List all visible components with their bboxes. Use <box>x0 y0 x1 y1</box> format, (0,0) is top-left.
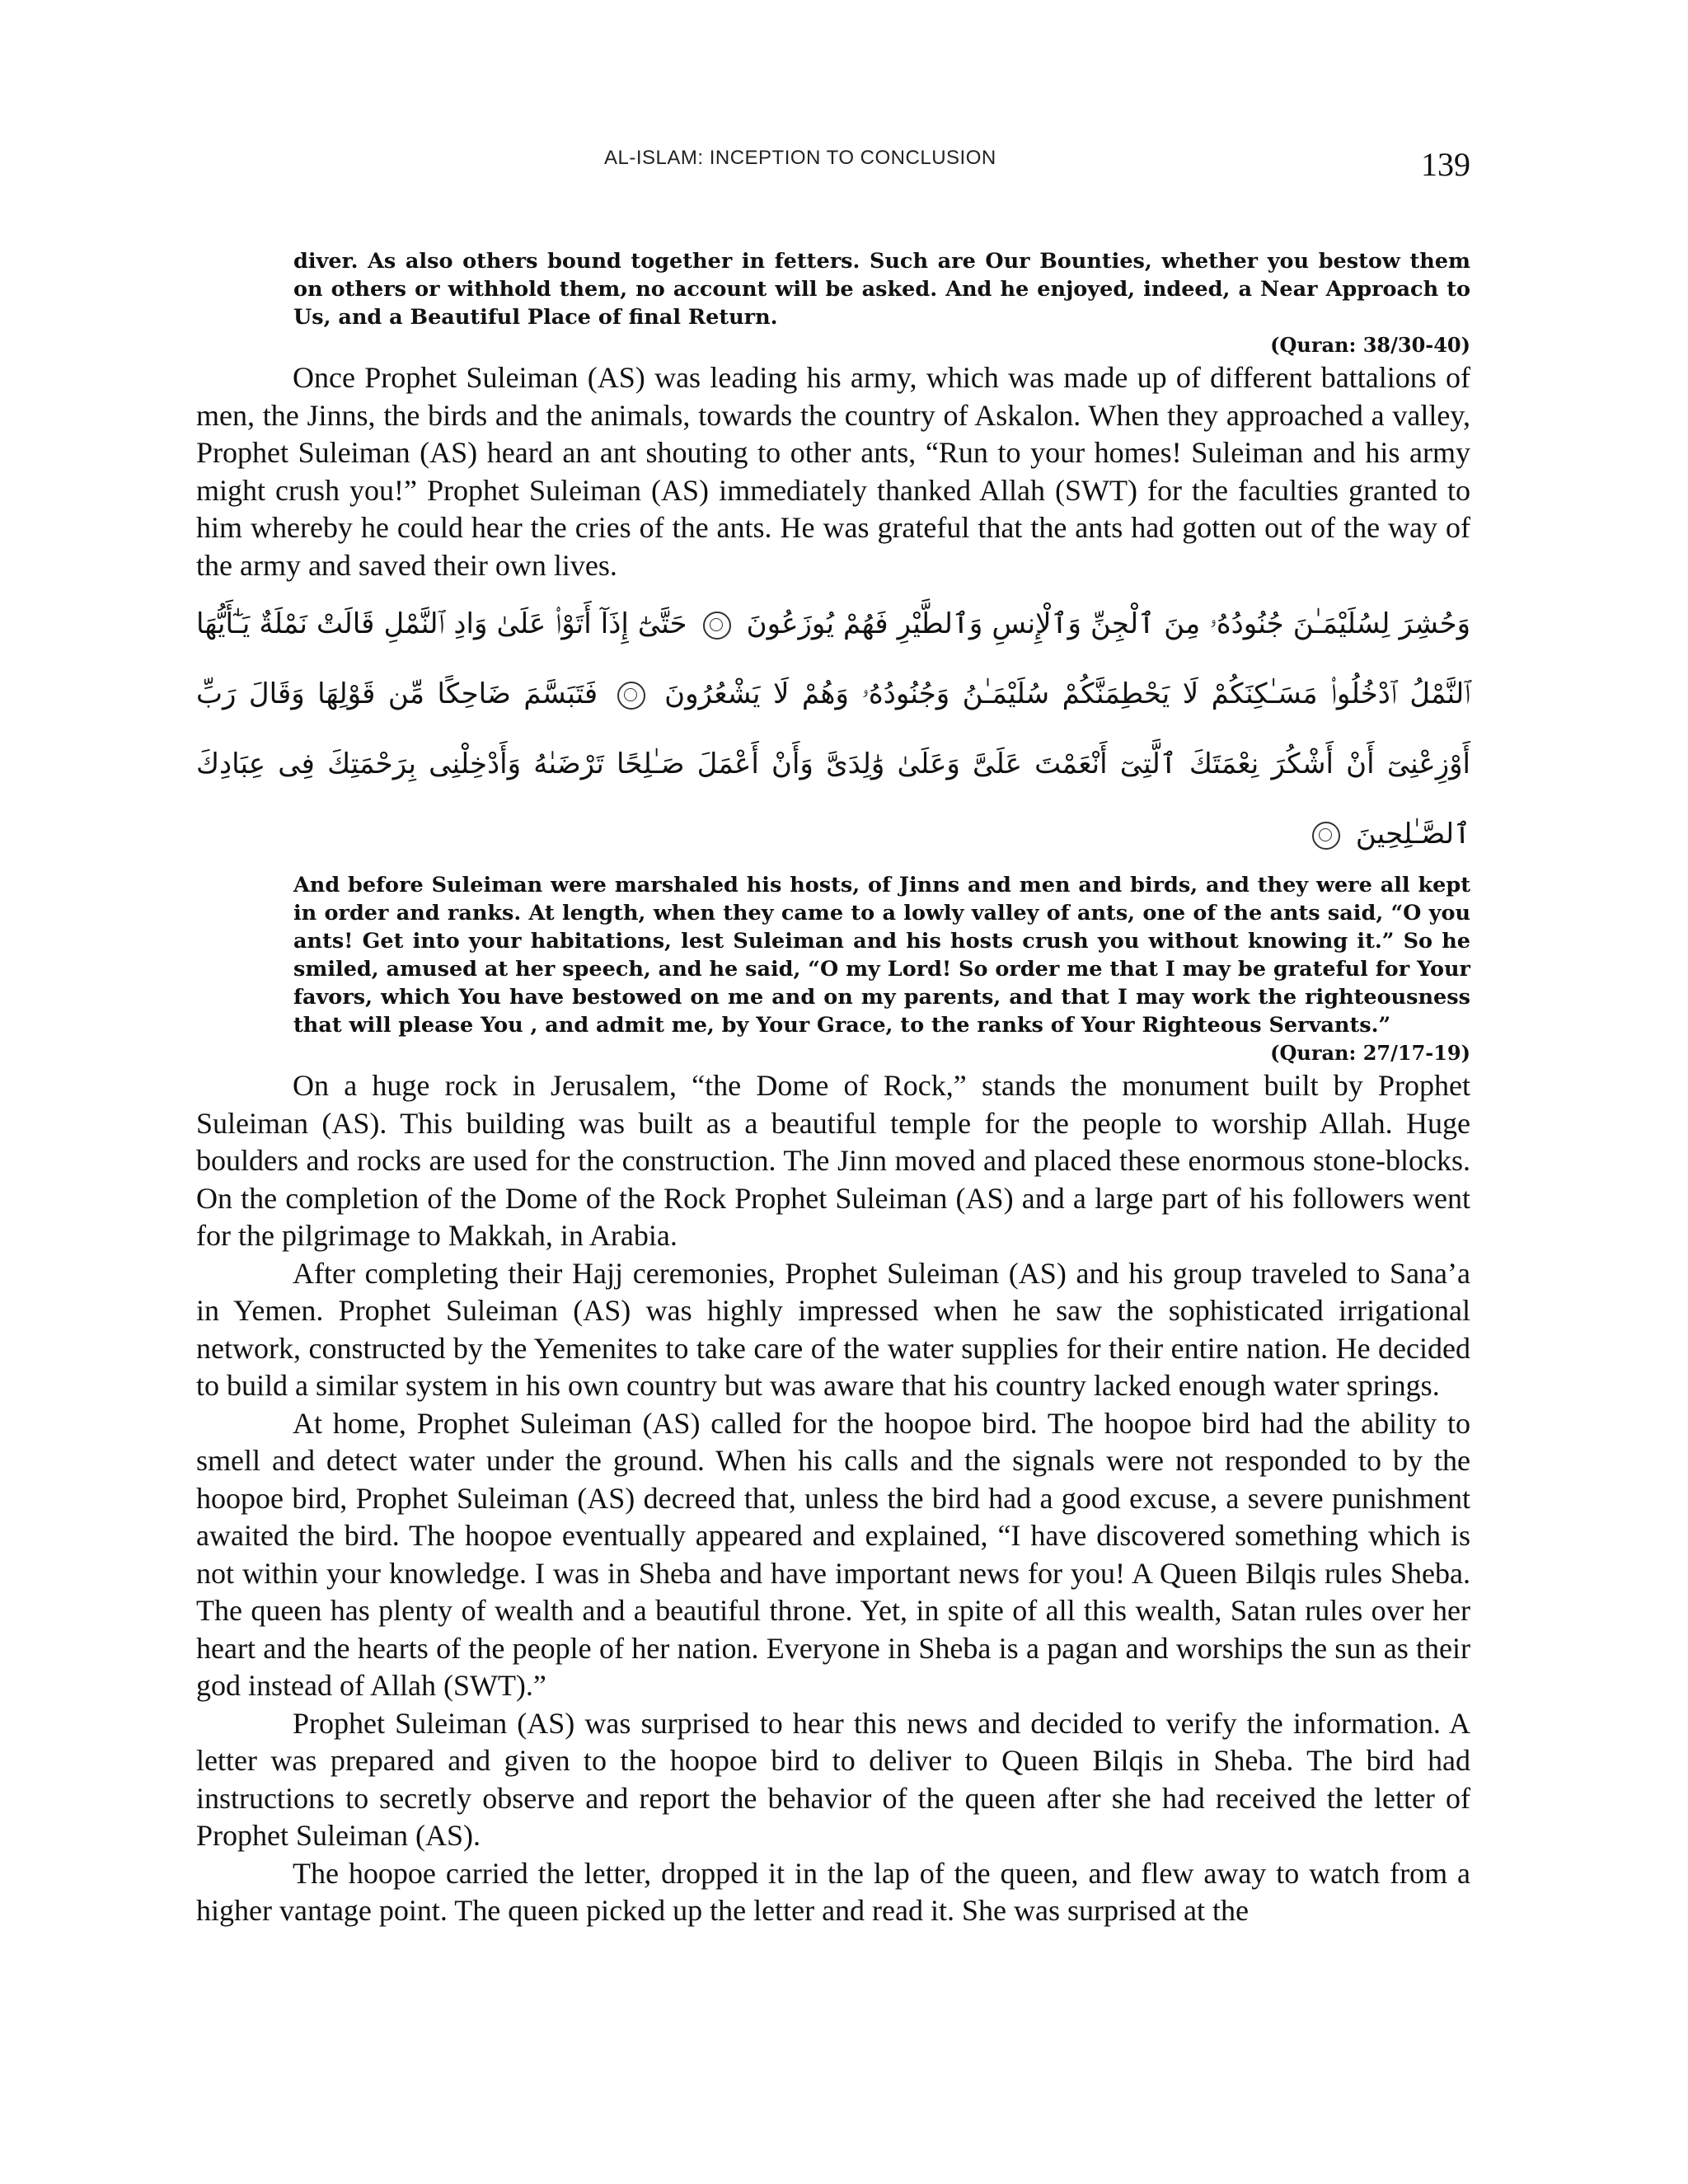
ayah-marker-icon <box>703 612 731 640</box>
paragraph-letter-prepared: Prophet Suleiman (AS) was surprised to hear this news and decided to verify the information. A letter was prepared and given to the hoopoe bird to deliver to Queen Bilqis in Sheba. The bird had instructions to secretly observe and report the behavior of the queen after she had received the letter of Prophet Suleiman (AS). <box>196 1706 1470 1852</box>
page-number: 139 <box>1421 146 1470 183</box>
quote-block-2: And before Suleiman were marshaled his hosts, of Jinns and men and birds, and they were all kept in order and ranks. At length, when they came to a lowly valley of ants, one of the ants said, “O you ants! Get into your habitations, lest Suleiman and his hosts crush you without knowing it.” So he smiled, amused at her speech, and he said, “O my Lord! So order me that I may be grateful for Your favors, which You have bestowed on me and on my parents, and that I may work the righteousness that will please You , and admit me, by Your Grace, to the ranks of Your Righteous Servants.” <box>293 873 1470 1038</box>
arabic-verse-18: حَتَّىٰٓ إِذَآ أَتَوْا۟ عَلَىٰ وَادِ ٱلنَّمْلِ قَالَتْ نَمْلَةٌ يَـٰٓأَيُّهَا ٱلنَّمْلُ ٱدْخُلُوا۟ مَسَـٰكِنَكُمْ لَا يَحْطِمَنَّكُمْ سُلَيْمَـٰنُ وَجُنُودُهُۥ وَهُمْ لَا يَشْعُرُونَ <box>196 607 1471 710</box>
quote-block-1: diver. As also others bound together in fetters. Such are Our Bounties, whether you bestow them on others or withhold them, no account will be asked. And he enjoyed, indeed, a Near Approach to Us, and a Beautiful Place of final Return. <box>293 249 1470 330</box>
quote-citation-2: (Quran: 27/17-19) <box>1270 1041 1470 1065</box>
running-header-title: AL-ISLAM: INCEPTION TO CONCLUSION <box>604 147 996 169</box>
page-body <box>196 247 1470 1930</box>
arabic-verse-block <box>196 589 1470 869</box>
paragraph-yemen-journey: After completing their Hajj ceremonies, Prophet Suleiman (AS) and his group traveled to Sana’a in Yemen. Prophet Suleiman (AS) was highly impressed when he saw the sophisticated irrigational network, constructed by the Yemenites to take care of the water supplies for their entire nation. He decided to build a similar system in his own country but was aware that his country lacked enough water springs. <box>196 1256 1470 1402</box>
paragraph-ant-valley: Once Prophet Suleiman (AS) was leading his army, which was made up of different battalions of men, the Jinns, the birds and the animals, towards the country of Askalon. When they approached a valley, Prophet Suleiman (AS) heard an ant shouting to other ants, “Run to your homes! Suleiman and his army might crush you!” Prophet Suleiman (AS) immediately thanked Allah (SWT) for the faculties granted to him whereby he could hear the cries of the ants. He was grateful that the ants had gotten out of the way of the army and saved their own lives. <box>196 361 1470 582</box>
ayah-marker-icon <box>1312 822 1340 850</box>
arabic-verse-17: وَحُشِرَ لِسُلَيْمَـٰنَ جُنُودُهُۥ مِنَ ٱلْجِنِّ وَٱلْإِنسِ وَٱلطَّيْرِ فَهُمْ يُوزَعُونَ <box>746 607 1471 640</box>
ayah-marker-icon <box>617 682 645 710</box>
quote-citation-1: (Quran: 38/30-40) <box>1270 333 1470 357</box>
paragraph-hoopoe-bird: At home, Prophet Suleiman (AS) called for the hoopoe bird. The hoopoe bird had the ability to smell and detect water under the ground. When his calls and the signals were not responded to by the hoopoe bird, Prophet Suleiman (AS) decreed that, unless the bird had a good excuse, a severe punishment awaited the bird. The hoopoe eventually appeared and explained, “I have discovered something which is not within your knowledge. I was in Sheba and have important news for you! A Queen Bilqis rules Sheba. The queen has plenty of wealth and a beautiful throne. Yet, in spite of all this wealth, Satan rules over her heart and the hearts of the people of her nation. Everyone in Sheba is a pagan and worships the sun as their god instead of Allah (SWT).” <box>196 1406 1470 1702</box>
paragraph-dome-of-rock: On a huge rock in Jerusalem, “the Dome of Rock,” stands the monument built by Prophet Suleiman (AS). This building was built as a beautiful temple for the people to worship Allah. Huge boulders and rocks are used for the construction. The Jinn moved and placed these enormous stone-blocks. On the completion of the Dome of the Rock Prophet Suleiman (AS) and a large part of his followers went for the pilgrimage to Makkah, in Arabia. <box>196 1069 1470 1252</box>
arabic-verse-19: فَتَبَسَّمَ ضَاحِكًا مِّن قَوْلِهَا وَقَالَ رَبِّ أَوْزِعْنِىٓ أَنْ أَشْكُرَ نِعْمَتَكَ ٱلَّتِىٓ أَنْعَمْتَ عَلَىَّ وَعَلَىٰ وَٰلِدَىَّ وَأَنْ أَعْمَلَ صَـٰلِحًا تَرْضَىٰهُ وَأَدْخِلْنِى بِرَحْمَتِكَ فِى عِبَادِكَ ٱلصَّـٰلِحِينَ <box>196 677 1470 851</box>
paragraph-letter-delivered: The hoopoe carried the letter, dropped it in the lap of the queen, and flew away to watch from a higher vantage point. The queen picked up the letter and read it. She was surprised at the <box>196 1856 1470 1927</box>
